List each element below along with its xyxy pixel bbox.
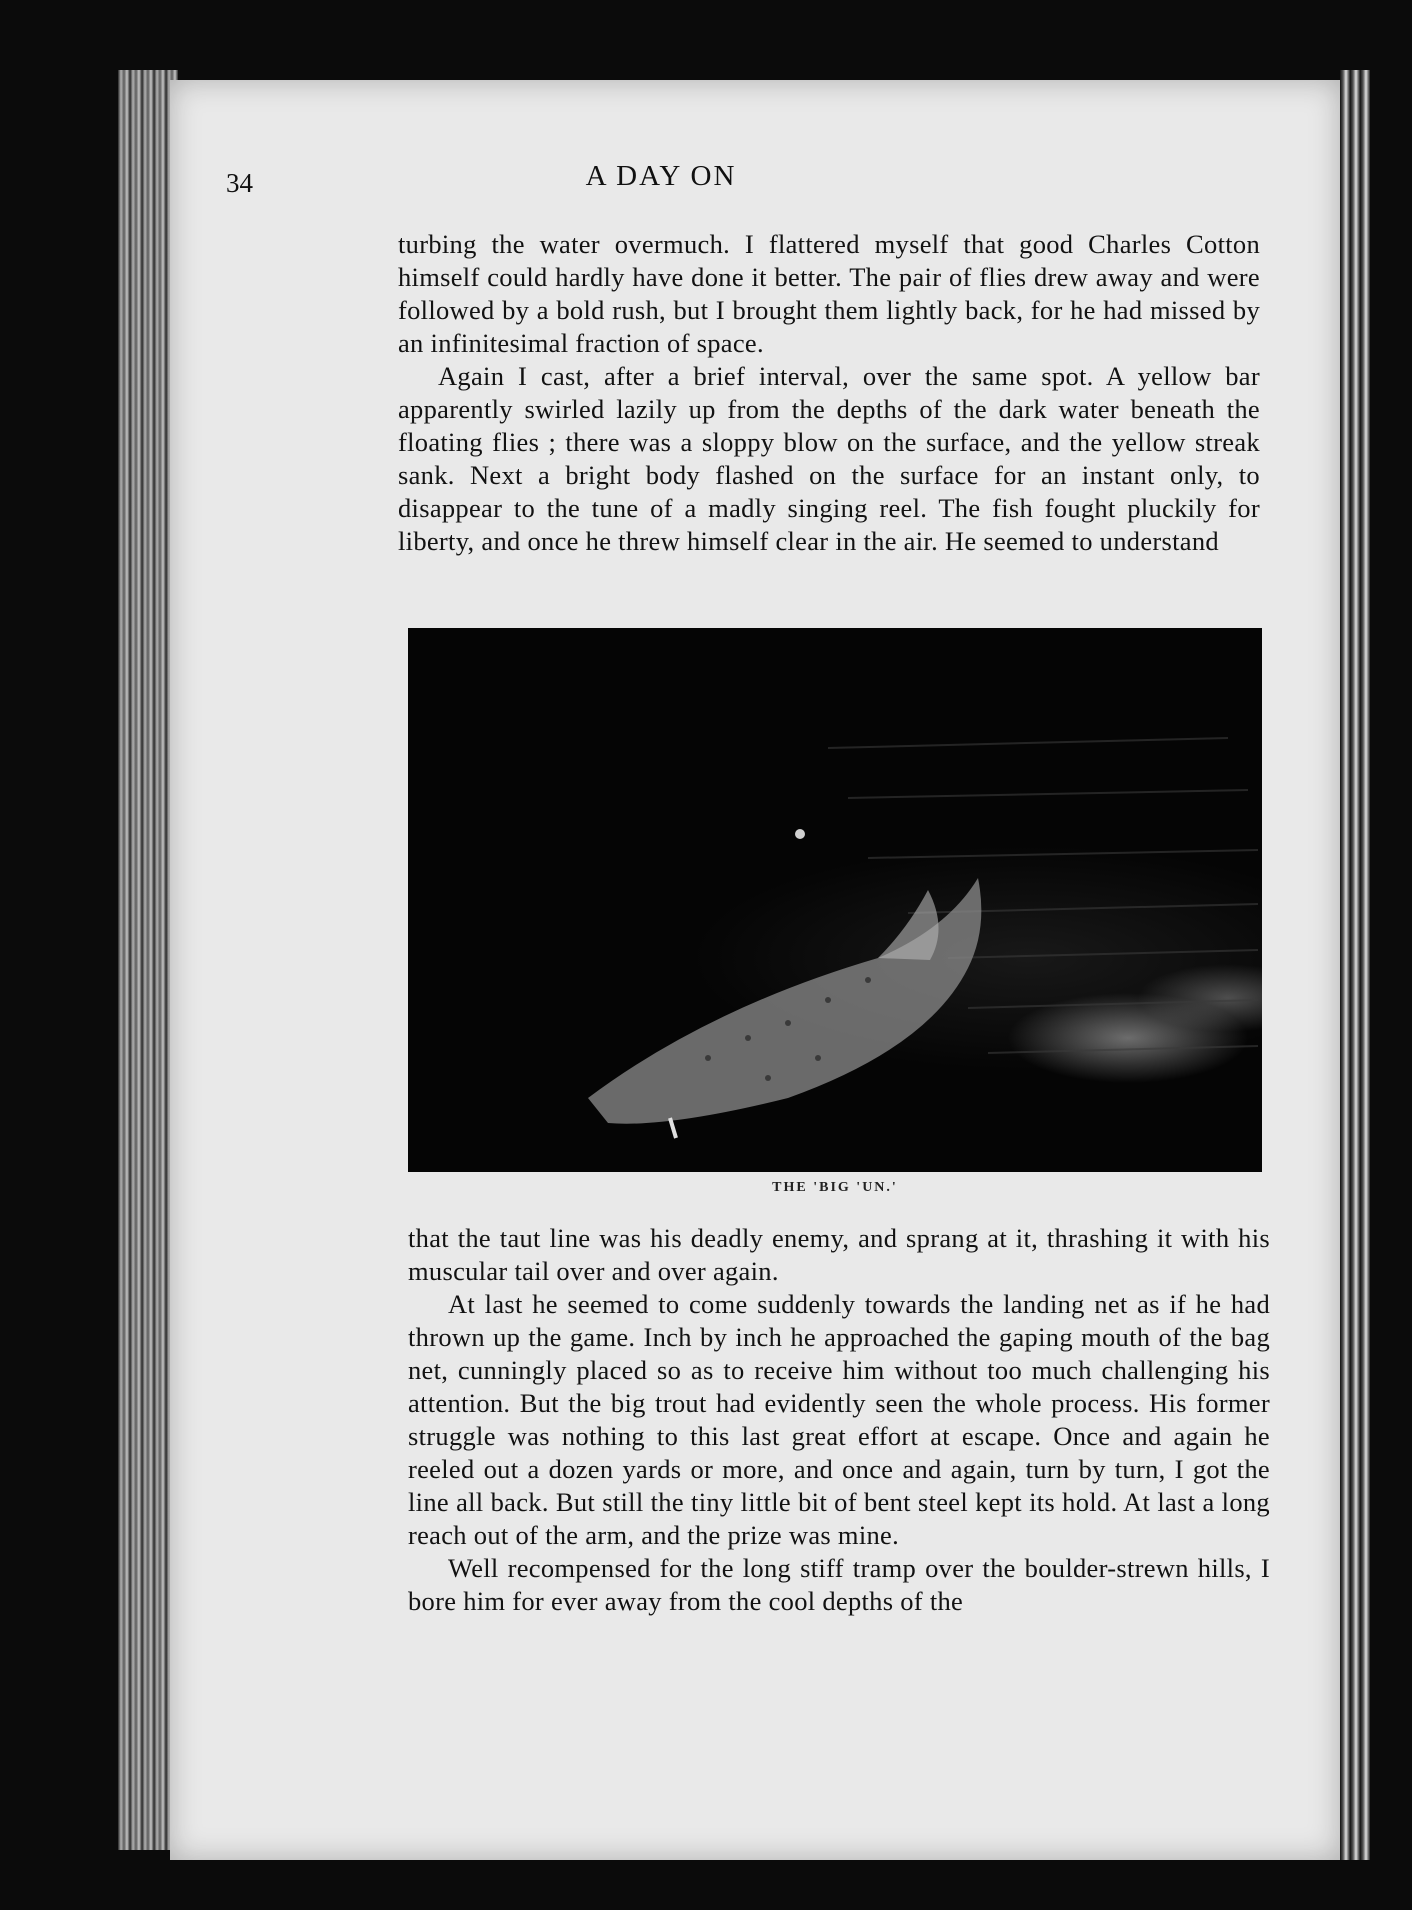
paragraph: Again I cast, after a brief interval, over the same spot. A yellow bar apparently swirled lazily up from the depths of the dark water beneath the floating flies ; there was a sloppy blow on the surface, and the yellow streak sank. Next a bright body flashed on the surface for an instant only, to disappear to the tune of a madly singing reel. The fish fought pluckily for liberty, and once he threw himself clear in the air. He seemed to understand — [398, 361, 1260, 556]
page-number: 34 — [226, 168, 253, 198]
paragraph: At last he seemed to come suddenly towards the landing net as if he had thrown up the game. Inch by inch he approached the gaping mouth of the bag net, cunningly placed so as to receive him without too much challenging his attention. But the big trout had evidently seen the whole process. His former struggle was nothing to this last great effort at escape. Once and again he reeled out a dozen yards or more, and once and again, turn by turn, I got the line all back. But still the tiny little bit of bent steel kept its hold. At last a long reach out of the arm, and the prize was mine. — [408, 1289, 1270, 1550]
paragraph: Well recompensed for the long stiff tramp over the boulder-strewn hills, I bore him for ever away from the cool depths of the — [408, 1553, 1270, 1616]
paragraph: that the taut line was his deadly enemy, and sprang at it, thrashing it with his muscular tail over and over again. — [408, 1223, 1270, 1286]
text-block-bottom — [408, 1222, 1270, 1618]
running-head — [226, 160, 1096, 210]
book-spine-right — [1340, 70, 1370, 1860]
book-spine-left — [118, 70, 178, 1850]
trout-photo-image — [408, 628, 1262, 1172]
paragraph: turbing the water overmuch. I flattered myself that good Charles Cotton himself could hardly have done it better. The pair of flies drew away and were followed by a bold rush, but I brought them lightly back, for he had missed by an infinitesimal fraction of space. — [398, 229, 1260, 358]
figure-caption: THE 'BIG 'UN.' — [772, 1180, 898, 1195]
text-block-top — [398, 228, 1260, 558]
running-title: A DAY ON — [585, 160, 737, 192]
photo-plate — [408, 628, 1262, 1172]
